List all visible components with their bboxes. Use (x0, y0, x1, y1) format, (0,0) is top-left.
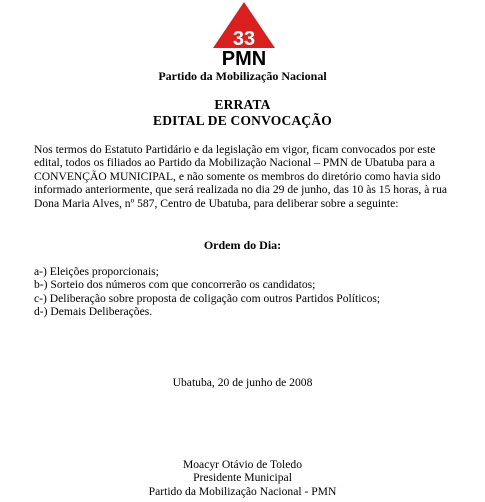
logo-number: 33 (232, 28, 256, 50)
place-date-line: Ubatuba, 20 de junho de 2008 (172, 376, 313, 389)
convocation-paragraph: Nos termos do Estatuto Partidário e da legislação em vigor, ficam convocados por este edital, todos os filiados ao Partido da Mobilização Nacional – PMN de Ubatuba para a CONVENÇÃO MUNICIPAL, e não somente os membros do diretório como havia sido informado anteriormente, que será realizada no dia 29 de junho, das 10 às 15 horas, à rua Dona Maria Alves, nº 587, Centro de Ubatuba, para deliberar sobre a seguinte: (34, 143, 448, 210)
agenda-item: a-) Eleições proporcionais; (34, 265, 159, 278)
signatory-role: Presidente Municipal (193, 471, 292, 485)
agenda-item: b-) Sorteio dos números com que concorrerão os candidatos; (34, 278, 316, 292)
signatory-party: Partido da Mobilização Nacional - PMN (148, 484, 337, 498)
logo-acronym: PMN (221, 48, 267, 66)
agenda-item: d-) Demais Deliberações. (34, 305, 153, 319)
pmn-logo (213, 2, 275, 66)
party-name-header: Partido da Mobilização Nacional (158, 69, 327, 83)
pmn-logo-graphic (213, 2, 275, 66)
document-title-errata: ERRATA (214, 97, 271, 112)
signature-block (0, 458, 485, 498)
agenda-heading: Ordem do Dia: (203, 238, 282, 252)
agenda-item: c-) Deliberação sobre proposta de coligação com outros Partidos Políticos; (34, 291, 381, 305)
agenda-list (34, 265, 464, 319)
signatory-name: Moacyr Otávio de Toledo (182, 458, 303, 471)
document-title-edital: EDITAL DE CONVOCAÇÃO (153, 113, 332, 128)
